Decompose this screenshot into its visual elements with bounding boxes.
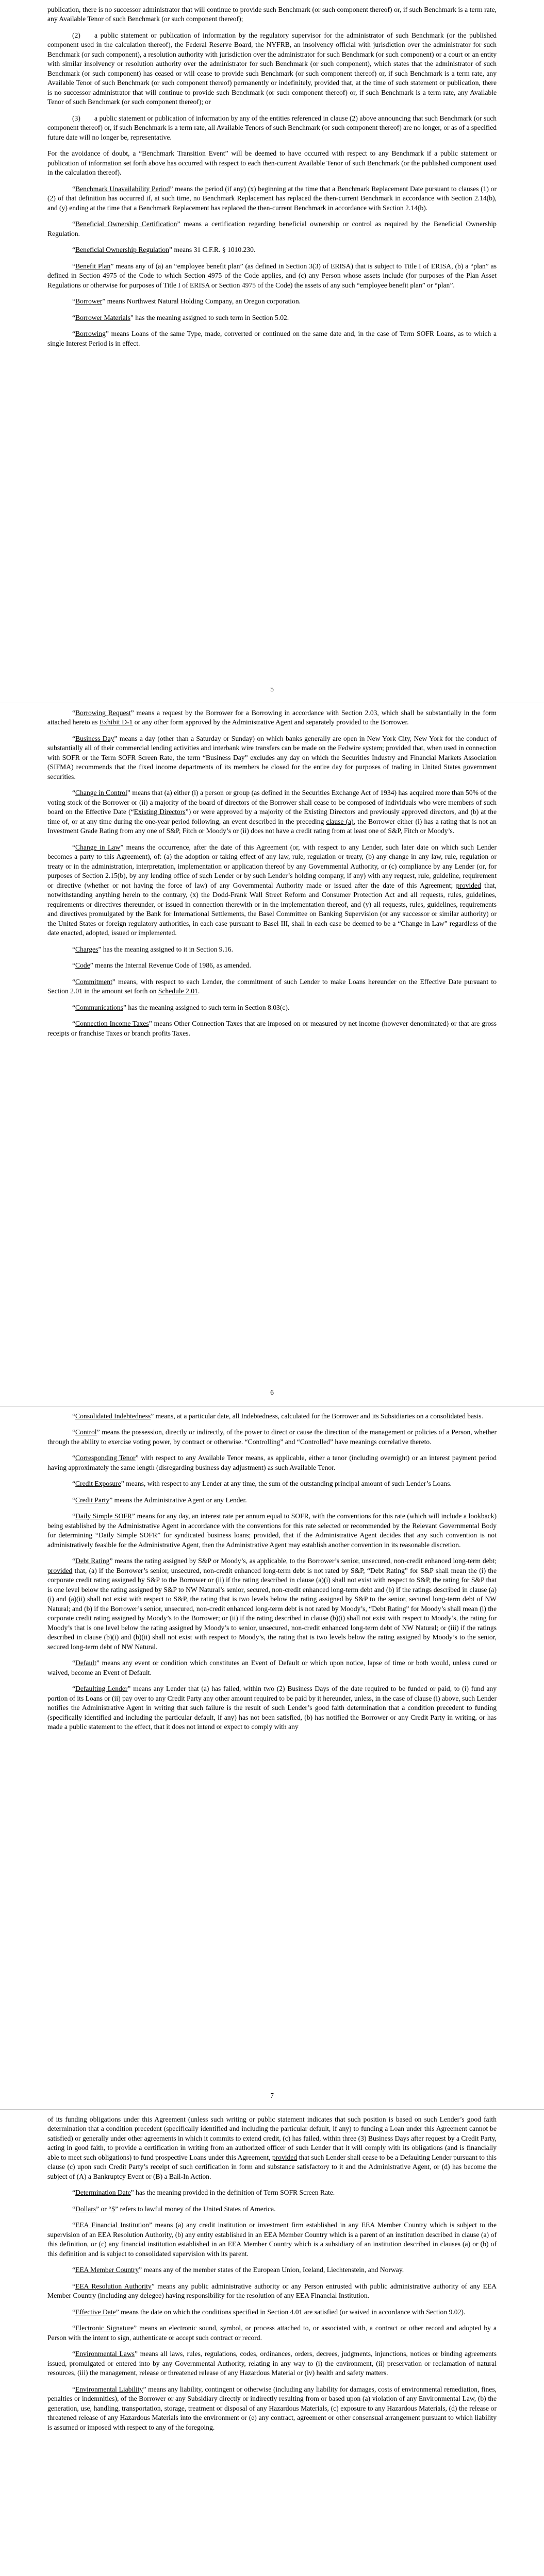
- text-run: “: [72, 330, 76, 338]
- paragraph: [47, 1684, 497, 1732]
- paragraph: [47, 977, 497, 996]
- text-run: “: [72, 961, 76, 970]
- text-run: .: [197, 987, 200, 995]
- paragraph: [47, 297, 497, 306]
- defined-term: clause (a): [326, 817, 354, 825]
- text-run: “: [72, 1557, 76, 1565]
- text-run: (3) a public statement or publication of information by any of the entities referenced in clause (2) above announcing that such Benchmark (or such component thereof) or, if such Benchmark is a term rate, all Available Tenors of such Benchmark (or such component thereof) are no longer, or as of a specified future date will no longer be, representative.: [47, 114, 497, 141]
- paragraph: [47, 961, 497, 970]
- text-run: “: [72, 2282, 76, 2290]
- text-run: ” means any Lender that (a) has failed, within two (2) Business Days of the date required to be funded or paid, to (i) fund any portion of its Loans or (ii) pay over to any Credit Party any other amount required to be paid by it hereunder, unless, in the case of clause (i) above, such Lender notifies the Administrative Agent in writing that such failure is the result of such Lender’s good faith determination that a condition precedent to funding (specifically identified and including the particular default, if any) has not been satisfied, (b) has notified the Borrower or any Credit Party in writing, or has made a public statement to the effect, that it does not intend or expect to comply with any: [47, 1685, 497, 1731]
- defined-term: Benchmark Unavailability Period: [75, 184, 170, 193]
- text-run: or any other form approved by the Administrative Agent and separately provided to the Borrower.: [133, 718, 409, 726]
- text-run: “: [72, 2221, 76, 2229]
- document-page: [0, 703, 544, 1406]
- defined-term: Borrower: [75, 297, 103, 306]
- defined-term: Credit Party: [75, 1496, 110, 1504]
- text-run: “: [72, 843, 76, 851]
- text-run: “: [72, 2205, 76, 2213]
- text-run: “: [72, 1512, 76, 1520]
- paragraph: [47, 2265, 497, 2275]
- page-number: 7: [270, 2092, 274, 2099]
- defined-term: Beneficial Ownership Regulation: [75, 246, 170, 254]
- defined-term: Dollars: [75, 2205, 96, 2213]
- paragraph: [47, 1428, 497, 1447]
- text-run: “: [72, 313, 76, 321]
- defined-term: Environmental Liability: [75, 2385, 143, 2393]
- defined-term: Borrowing: [75, 330, 106, 338]
- text-run: ” with respect to any Available Tenor means, as applicable, either a tenor (including overnight) or an interest payment period having approximately the same length (disregarding business day adjustment) as such Available Tenor.: [47, 1454, 497, 1471]
- text-run: ” means a request by the Borrower for a Borrowing in accordance with Section 2.03, which shall be substantially in the form attached hereto as: [47, 709, 497, 726]
- defined-term: Beneficial Ownership Certification: [75, 220, 177, 228]
- defined-term: Borrowing Request: [75, 709, 131, 717]
- defined-term: provided: [456, 881, 481, 889]
- text-run: “: [72, 2350, 76, 2358]
- text-run: ” means any public administrative authority or any Person entrusted with public administrative authority of any EEA Member Country (including any delegee) having responsibility for the resolution of any EEA Financial Institution.: [47, 2282, 497, 2300]
- defined-term: provided: [272, 2153, 298, 2161]
- defined-term: Business Day: [75, 734, 114, 742]
- defined-term: Existing Directors: [134, 808, 186, 816]
- text-run: ” has the meaning assigned to such term in Section 8.03(c).: [123, 1003, 290, 1011]
- defined-term: Charges: [75, 945, 98, 953]
- text-run: ” means (a) any credit institution or investment firm established in any EEA Member Country which is subject to the supervision of an EEA Resolution Authority, (b) any entity established in an EEA Member Country which is a parent of an institution described in clause (a) of this definition, or (c) any financial institution established in an EEA Member Country which is a subsidiary of an institution described in clauses (a) or (b) of this definition and is subject to consolidated supervision with its parent.: [47, 2221, 497, 2258]
- text-run: “: [72, 1480, 76, 1488]
- text-run: ” has the meaning provided in the definition of Term SOFR Screen Rate.: [130, 2189, 335, 2197]
- text-run: ” means, with respect to any Lender at any time, the sum of the outstanding principal amount of such Lender’s Loans.: [121, 1480, 452, 1488]
- defined-term: Effective Date: [75, 2308, 116, 2316]
- defined-term: Communications: [75, 1003, 123, 1011]
- text-run: “: [72, 2324, 76, 2332]
- paragraph: [47, 31, 497, 107]
- defined-term: Commitment: [75, 977, 112, 986]
- defined-term: Code: [75, 961, 90, 970]
- defined-term: Default: [75, 1659, 96, 1667]
- defined-term: provided: [47, 1566, 73, 1574]
- text-run: “: [72, 709, 76, 717]
- defined-term: EEA Financial Institution: [75, 2221, 150, 2229]
- paragraph: [47, 5, 497, 24]
- defined-term: Schedule 2.01: [158, 987, 198, 995]
- text-run: ” means for any day, an interest rate per annum equal to SOFR, with the conventions for this rate (which will include a lookback) being established by the Administrative Agent in accordance with the conventions for this rate selected or recommended by the Relevant Governmental Body for determining “Daily Simple SOFR” for syndicated business loans; provided, that if the Administrative Agent decides that any such convention is not administratively feasible for the Administrative Agent, then the Administrative Agent may establish another convention in its reasonable discretion.: [47, 1512, 497, 1549]
- paragraph: [47, 1003, 497, 1012]
- text-run: ” means, at a particular date, all Indebtedness, calculated for the Borrower and its Subsidiaries on a consolidated basis.: [151, 1412, 483, 1420]
- text-run: ” means Loans of the same Type, made, converted or continued on the same date and, in the case of Term SOFR Loans, as to which a single Interest Period is in effect.: [47, 330, 497, 347]
- text-run: ” means all laws, rules, regulations, codes, ordinances, orders, decrees, judgments, injunctions, notices or binding agreements issued, promulgated or entered into by any Governmental Authority, relating in any way to (i) the environment, (ii) preservation or reclamation of natural resources, (iii) the management, release or threatened release of any Hazardous Material or (iv) health and safety matters.: [47, 2350, 497, 2377]
- document-page: [0, 1406, 544, 2110]
- defined-term: Credit Exposure: [75, 1480, 121, 1488]
- document-page: [0, 2110, 544, 2576]
- paragraph: [47, 184, 497, 213]
- text-run: “: [72, 1428, 76, 1436]
- paragraph: [47, 149, 497, 177]
- text-run: ” means Northwest Natural Holding Company, an Oregon corporation.: [102, 297, 301, 306]
- text-run: “: [72, 1496, 76, 1504]
- text-run: ” has the meaning assigned to such term in Section 5.02.: [130, 313, 289, 321]
- text-run: ” means the Administrative Agent or any Lender.: [109, 1496, 247, 1504]
- text-run: ” means the period (if any) (x) beginning at the time that a Benchmark Replacement Date pursuant to clauses (1) or (2) of that definition has occurred if, at such time, no Benchmark Replacement has replaced the then-current Benchmark in accordance with Section 2.14(b), and (y) ending at the time that a Benchmark Replacement has replaced the then-current Benchmark in accordance with Section 2.14(b).: [47, 184, 497, 212]
- text-run: “: [72, 977, 76, 986]
- defined-term: Change in Control: [75, 789, 127, 797]
- defined-term: Determination Date: [75, 2189, 131, 2197]
- text-run: of its funding obligations under this Agreement (unless such writing or public statement indicates that such position is based on such Lender’s good faith determination that a condition precedent (specifically identified and including the particular default, if any) to funding a Loan under this Agreement cannot be satisfied) or generally under other agreements in which it commits to extend credit, (c) has failed, within three (3) Business Days after request by a Credit Party, acting in good faith, to provide a certification in writing from an authorized officer of such Lender that it will comply with its obligations (and is financially able to meet such obligations) to fund prospective Loans under this Agreement,: [47, 2115, 497, 2161]
- paragraph: [47, 2205, 497, 2214]
- text-run: , the Borrower either (i) has a rating that is not an Investment Grade Rating from any one of S&P, Fitch or Moody’s or (ii) does not have a credit rating from at least one of S&P, Fitch or Moody’s.: [47, 817, 497, 835]
- text-run: ” means the date on which the conditions specified in Section 4.01 are satisfied (or waived in accordance with Section 9.02).: [116, 2308, 466, 2316]
- text-run: ” means any of the member states of the European Union, Iceland, Liechtenstein, and Norway.: [139, 2266, 404, 2274]
- paragraph: [47, 2349, 497, 2378]
- paragraph: [47, 1512, 497, 1550]
- document-page: [0, 0, 544, 703]
- paragraph: [47, 1412, 497, 1421]
- paragraph: [47, 1496, 497, 1505]
- paragraph: [47, 1658, 497, 1677]
- paragraph: [47, 1453, 497, 1472]
- text-run: ” means the occurrence, after the date of this Agreement (or, with respect to any Lender, such later date on which such Lender becomes a party to this Agreement), of: (a) the adoption or taking effect of any law, rule, regulation or treaty, (b) any change in any law, rule, regulation or treaty or in the administration, interpretation, implementation or application thereof by any Governmental Authority, or (c) compliance by any Lender (or, for purposes of Section 2.15(b), by any lending office of such Lender or by such Lender’s holding company, if any) with any request, rule, guideline, requirement or directive (whether or not having the force of law) of any Governmental Authority made or issued after the date of this Agreement;: [47, 843, 497, 889]
- paragraph: [47, 945, 497, 954]
- text-run: “: [72, 1003, 76, 1011]
- defined-term: Environmental Laws: [75, 2350, 135, 2358]
- text-run: “: [72, 1412, 76, 1420]
- defined-term: Borrower Materials: [75, 313, 130, 321]
- text-run: ” means the rating assigned by S&P or Moody’s, as applicable, to the Borrower’s senior, unsecured, non-credit enhanced long-term debt;: [109, 1557, 497, 1565]
- defined-term: EEA Member Country: [75, 2266, 139, 2274]
- text-run: ” means any liability, contingent or otherwise (including any liability for damages, costs of environmental remediation, fines, penalties or indemnities), of the Borrower or any Subsidiary directly or indirectly resulting from or based upon (a) violation of any Environmental Law, (b) the generation, use, handling, transportation, storage, treatment or disposal of any Hazardous Materials, (c) exposure to any Hazardous Materials, (d) the release or threatened release of any Hazardous Materials into the environment or (e) any contract, agreement or other consensual arrangement pursuant to which liability is assumed or imposed with respect to any of the foregoing.: [47, 2385, 497, 2431]
- page-number: 5: [270, 685, 274, 693]
- defined-term: Exhibit D-1: [99, 718, 133, 726]
- paragraph: [47, 843, 497, 938]
- text-run: ” means 31 C.F.R. § 1010.230.: [169, 246, 256, 254]
- text-run: ”) or were approved by a majority of the Existing Directors and previously approved directors, and (b) at the time of, or at any time during the one-year period following, an event described in the preceding: [47, 808, 497, 825]
- defined-term: Benefit Plan: [75, 262, 111, 270]
- text-run: “: [72, 734, 76, 742]
- defined-term: Electronic Signature: [75, 2324, 134, 2332]
- text-run: “: [72, 945, 76, 953]
- text-run: ” means that (a) either (i) a person or group (as defined in the Securities Exchange Act of 1934) has acquired more than 50% of the voting stock of the Borrower or (ii) a majority of the board of directors of the Borrower shall cease to be composed of individuals who were members of such board on the Effective Date (“: [47, 789, 497, 816]
- defined-term: Daily Simple SOFR: [75, 1512, 132, 1520]
- defined-term: Change in Law: [75, 843, 121, 851]
- defined-term: Debt Rating: [75, 1557, 110, 1565]
- text-run: ” means any event or condition which constitutes an Event of Default or which upon notice, lapse of time or both would, unless cured or waived, become an Event of Default.: [47, 1659, 497, 1676]
- paragraph: [47, 329, 497, 348]
- paragraph: [47, 219, 497, 239]
- paragraph: [47, 2385, 497, 2432]
- defined-term: $: [111, 2205, 116, 2213]
- text-run: ” means a day (other than a Saturday or Sunday) on which banks generally are open in New York City, New York for the conduct of substantially all of their commercial lending activities and interbank wire transfers can be made on the Fedwire system; provided that, when used in connection with SOFR or the Term SOFR Screen Rate, the term “Business Day” excludes any day on which the Securities Industry and Financial Markets Association (SIFMA) recommends that the fixed income departments of its members be closed for the entire day for purposes of trading in United States government securities.: [47, 734, 497, 781]
- text-run: “: [72, 262, 76, 270]
- text-run: ” means any of (a) an “employee benefit plan” (as defined in Section 3(3) of ERISA) that is subject to Title I of ERISA, (b) a “plan” as defined in Section 4975 of the Code to which Section 4975 of the Code applies, and (c) any Person whose assets include (for purposes of the Plan Asset Regulations or otherwise for purposes of Title I of ERISA or Section 4975 of the Code) the assets of any such “employee benefit plan” or “plan”.: [47, 262, 497, 289]
- paragraph: [47, 1556, 497, 1652]
- text-run: “: [72, 2308, 76, 2316]
- paragraph: [47, 2221, 497, 2259]
- paragraph: [47, 2324, 497, 2343]
- paragraph: [47, 245, 497, 255]
- paragraph: [47, 788, 497, 836]
- text-run: that such Lender shall cease to be a Defaulting Lender pursuant to this clause (c) upon such Credit Party’s receipt of such certification in form and substance satisfactory to it and the Administrative Agent, or (d) has become the subject of (A) a Bankruptcy Event or (B) a Bail-In Action.: [47, 2153, 497, 2180]
- paragraph: [47, 708, 497, 727]
- text-run: that, notwithstanding anything herein to the contrary, (x) the Dodd-Frank Wall Street Reform and Consumer Protection Act and all requests, rules, guidelines, requirements or directives thereunder, or issued in connection therewith or in the implementation thereof, and (y) all requests, rules, guidelines, requirements and directives promulgated by the Bank for International Settlements, the Basel Committee on Banking Supervision (or any successor or similar authority) or the United States or foreign regulatory authorities, in each case pursuant to Basel III, shall in each case be deemed to be a “Change in Law” regardless of the date enacted, adopted, issued or implemented.: [47, 881, 497, 937]
- text-run: ” means an electronic sound, symbol, or process attached to, or associated with, a contract or other record and adopted by a Person with the intent to sign, authenticate or accept such contract or record.: [47, 2324, 497, 2342]
- text-run: “: [72, 1454, 76, 1462]
- text-run: ” means a certification regarding beneficial ownership or control as required by the Beneficial Ownership Regulation.: [47, 220, 497, 238]
- paragraph: [47, 262, 497, 290]
- text-run: “: [72, 220, 76, 228]
- text-run: ” means the Internal Revenue Code of 1986, as amended.: [90, 961, 251, 970]
- defined-term: Defaulting Lender: [75, 1685, 128, 1693]
- paragraph: [47, 2115, 497, 2181]
- text-run: “: [72, 297, 76, 306]
- text-run: “: [72, 2385, 76, 2393]
- paragraph: [47, 2188, 497, 2197]
- paragraph: [47, 734, 497, 782]
- text-run: ” has the meaning assigned to it in Section 9.16.: [98, 945, 233, 953]
- text-run: “: [72, 1659, 76, 1667]
- defined-term: Consolidated Indebtedness: [75, 1412, 151, 1420]
- page-number: 6: [270, 1388, 274, 1396]
- defined-term: Connection Income Taxes: [75, 1020, 149, 1028]
- paragraph: [47, 2282, 497, 2301]
- text-run: ” means the possession, directly or indirectly, of the power to direct or cause the direction of the management or policies of a Person, whether through the ability to exercise voting power, by contract or otherwise. “Controlling” and “Controlled” have meanings correlative thereto.: [47, 1428, 497, 1446]
- text-run: that, (a) if the Borrower’s senior, unsecured, non-credit enhanced long-term debt is not rated by S&P, “Debt Rating” for S&P shall mean the (i) the corporate credit rating assigned by S&P to the Borrower or (ii) if the rating described in clause (a)(i) shall not exist with respect to S&P, the rating for S&P that is one level below the rating assigned by S&P to NW Natural’s senior, secured, non-credit enhanced long-term debt and (b) if the ratings described in clause (a)(i) and (a)(ii) shall not exist with respect to S&P, the rating that is two levels below the rating assigned by S&P to the senior, secured long-term debt of NW Natural; and (b) if the Borrower’s senior, unsecured, non-credit enhanced long-term debt is not rated by Moody’s, “Debt Rating” for Moody’s shall mean (i) the corporate credit rating assigned by Moody’s to the Borrower; or (ii) if the rating described in clause (b)(i) shall not exist with respect to Moody’s, the rating for Moody’s that is one level below the rating assigned by Moody’s to senior, unsecured, non-credit enhanced long-term debt of NW Natural; or (iii) if the ratings described in clause (b)(i) and (b)(ii) shall not exist with respect to Moody’s, the rating that is two levels below the rating assigned by Moody’s to the senior, secured long-term debt of NW Natural.: [47, 1566, 497, 1651]
- text-run: ” means Other Connection Taxes that are imposed on or measured by net income (however denominated) or that are gross receipts or franchise Taxes or branch profits Taxes.: [47, 1020, 497, 1037]
- text-run: “: [72, 2189, 76, 2197]
- text-run: ” means, with respect to each Lender, the commitment of such Lender to make Loans hereunder on the Effective Date pursuant to Section 2.01 in the amount set forth on: [47, 977, 497, 995]
- paragraph: [47, 313, 497, 323]
- text-run: ” or “: [96, 2205, 112, 2213]
- defined-term: EEA Resolution Authority: [75, 2282, 152, 2290]
- text-run: ” refers to lawful money of the United States of America.: [115, 2205, 276, 2213]
- defined-term: Control: [75, 1428, 97, 1436]
- paragraph: [47, 1019, 497, 1038]
- text-run: “: [72, 1020, 76, 1028]
- paragraph: [47, 2308, 497, 2317]
- defined-term: Corresponding Tenor: [75, 1454, 136, 1462]
- text-run: “: [72, 2266, 76, 2274]
- paragraph: [47, 1479, 497, 1488]
- text-run: “: [72, 1685, 76, 1693]
- text-run: publication, there is no successor administrator that will continue to provide such Benchmark (or such component thereof) or, if such Benchmark is a term rate, any Available Tenor of such Benchmark (or such component thereof);: [47, 6, 497, 23]
- text-run: “: [72, 789, 76, 797]
- text-run: “: [72, 246, 76, 254]
- text-run: (2) a public statement or publication of information by the regulatory supervisor for the administrator of such Benchmark (or the published component used in the calculation thereof), the Federal Reserve Board, the NYFRB, an insolvency official with jurisdiction over the administrator for such Benchmark (or such component), a resolution authority with jurisdiction over the administrator for such Benchmark (or such component) or a court or an entity with similar insolvency or resolution authority over the administrator for such Benchmark (or such component), which states that the administrator of such Benchmark (or such component) has ceased or will cease to provide such Benchmark (or such component thereof) or, if such Benchmark is a term rate, any Available Tenor of such Benchmark (or such component thereof) permanently or indefinitely, provided that, at the time of such statement or publication, there is no successor administrator that will continue to provide such Benchmark (or such component thereof) or, if such Benchmark is a term rate, any Available Tenor of such Benchmark (or such component thereof); or: [47, 31, 497, 106]
- paragraph: [47, 114, 497, 142]
- text-run: “: [72, 184, 76, 193]
- text-run: For the avoidance of doubt, a “Benchmark Transition Event” will be deemed to have occurred with respect to any Benchmark if a public statement or publication of information set forth above has occurred with respect to each then-current Available Tenor of such Benchmark (or the published component used in the calculation thereof).: [47, 149, 497, 177]
